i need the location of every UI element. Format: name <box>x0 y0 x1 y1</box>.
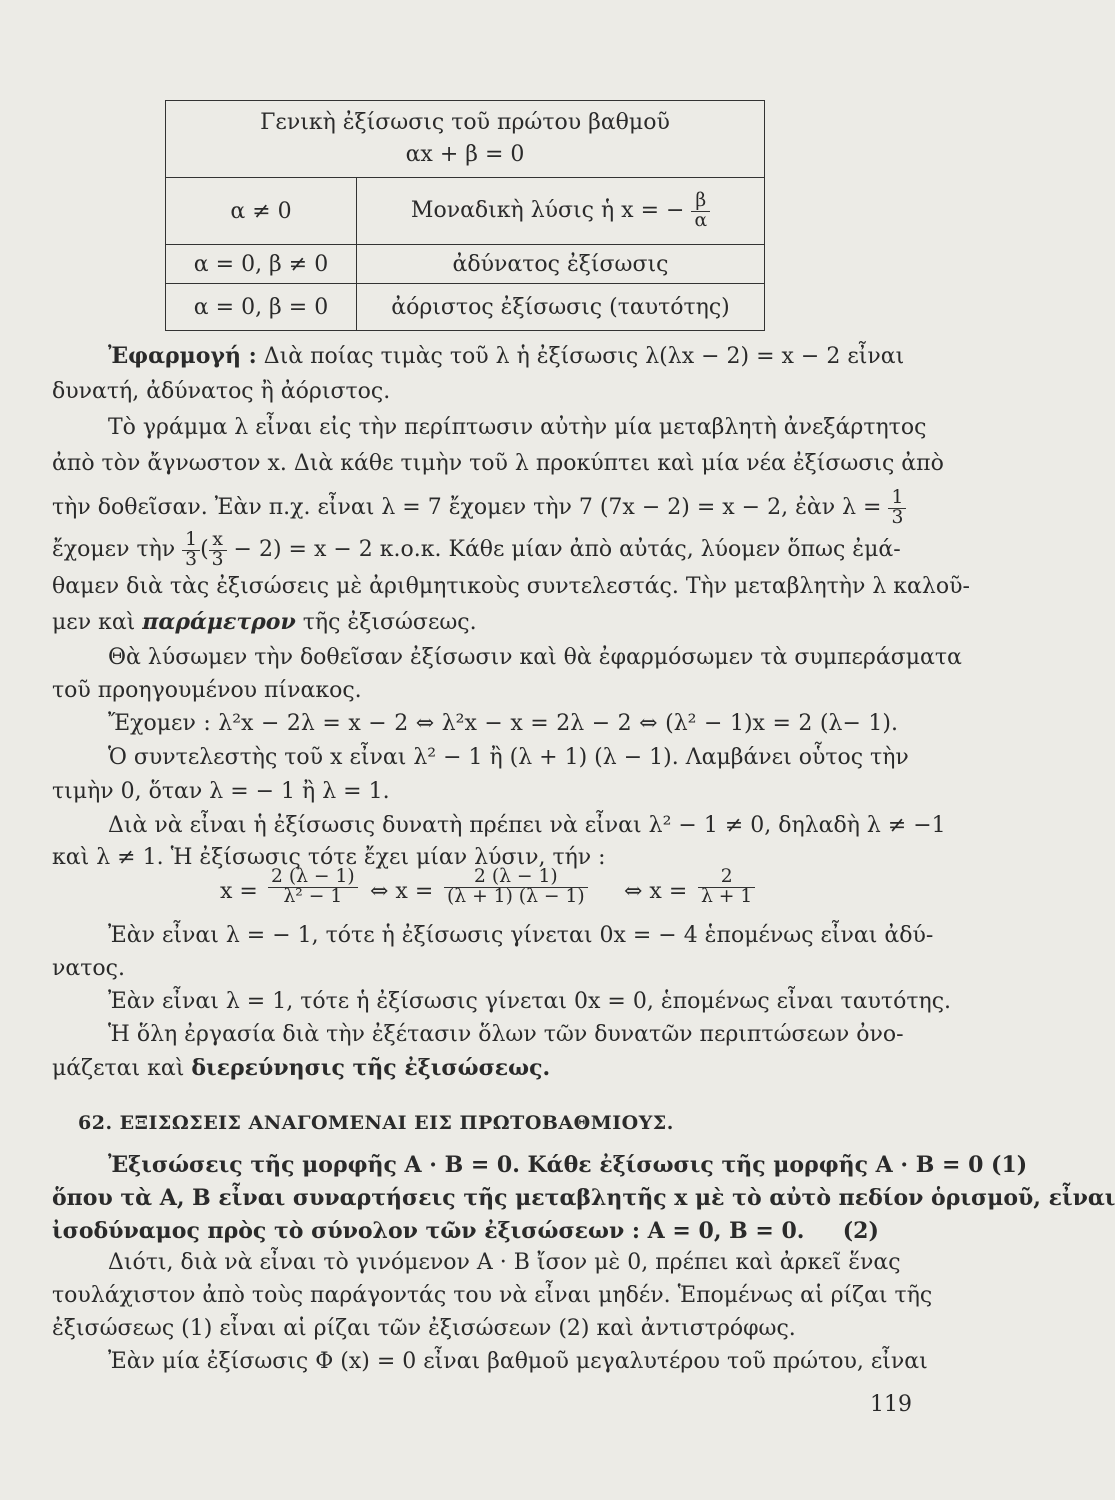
table-row <box>166 284 765 331</box>
text-line: νατος. <box>52 956 125 981</box>
table-row <box>166 245 765 284</box>
text-segment: x = <box>220 879 258 904</box>
text-line: τιμὴν 0, ὅταν λ = − 1 ἢ λ = 1. <box>52 779 390 804</box>
fraction <box>691 189 710 231</box>
text-segment: ⇔ x = <box>370 879 434 904</box>
text-line <box>108 341 905 372</box>
text-line <box>52 487 904 528</box>
text-line: Τὸ γράμμα λ εἶναι εἰς τὴν περίπτωσιν αὐτὴν μία μεταβλητὴ ἀνεξάρτητος <box>108 415 927 440</box>
fraction-denominator: 3 <box>891 506 904 528</box>
result-text: Μοναδικὴ λύσις ἡ x = − <box>410 198 685 223</box>
text-segment: τῆς ἐξισώσεως. <box>302 610 477 635</box>
table-header-equation: αx + β = 0 <box>405 142 525 167</box>
text-line: ἐξισώσεως (1) εἶναι αἱ ρίζαι τῶν ἐξισώσεων (2) καὶ ἀντιστρόφως. <box>52 1316 796 1341</box>
table-row <box>166 178 765 245</box>
text-line <box>52 607 898 638</box>
table-cell-condition: α = 0, β = 0 <box>166 284 357 331</box>
text-line <box>52 1053 898 1084</box>
application-label: Ἐφαρμογή : <box>108 343 257 369</box>
text-line: Ἡ ὅλη ἐργασία διὰ τὴν ἐξέτασιν ὅλων τῶν δυνατῶν περιπτώσεων ὀνο- <box>108 1022 904 1047</box>
fraction <box>268 868 358 906</box>
text-line: Ἐὰν εἶναι λ = − 1, τότε ἡ ἐξίσωσις γίνεται 0x = − 4 ἑπομένως εἶναι ἀδύ- <box>108 923 934 948</box>
table-header-row <box>166 101 765 178</box>
text-line: ἀπὸ τὸν ἄγνωστον x. Διὰ κάθε τιμὴν τοῦ λ προκύπτει καὶ μία νέα ἐξίσωσις ἀπὸ <box>52 451 944 476</box>
text-line: Ἐξισώσεις τῆς μορφῆς A · B = 0. Κάθε ἐξίσωσις τῆς μορφῆς A · B = 0 (1) <box>108 1152 1028 1178</box>
table-cell-condition: α ≠ 0 <box>166 178 357 245</box>
fraction-numerator: 2 (λ − 1) <box>444 868 588 888</box>
text-segment: τὴν δοθεῖσαν. Ἐὰν π.χ. εἶναι λ = 7 ἔχομεν τὴν 7 (7x − 2) = x − 2, ἐὰν λ = <box>52 495 882 521</box>
text-line: Ἔχομεν : λ²x − 2λ = x − 2 ⇔ λ²x − x = 2λ − 2 ⇔ (λ² − 1)x = 2 (λ− 1). <box>108 711 898 736</box>
table-header-title: Γενικὴ ἐξίσωσις τοῦ πρώτου βαθμοῦ <box>260 110 670 135</box>
text-line: ὅπου τὰ A, B εἶναι συναρτήσεις τῆς μεταβλητῆς x μὲ τὸ αὐτὸ πεδίον ὁρισμοῦ, εἶναι <box>52 1185 1115 1211</box>
solution-equation <box>52 862 898 922</box>
text-line: θαμεν διὰ τὰς ἐξισώσεις μὲ ἀριθμητικοὺς συντελεστάς. Τὴν μεταβλητὴν λ καλοῦ- <box>52 574 970 599</box>
fraction-numerator: x <box>209 531 227 551</box>
table-cell-condition: α = 0, β ≠ 0 <box>166 245 357 284</box>
fraction-denominator: λ + 1 <box>701 885 753 907</box>
text-line: ἰσοδύναμος πρὸς τὸ σύνολον τῶν ἐξισώσεων : A = 0, B = 0. (2) <box>52 1218 879 1244</box>
text-line: τοῦ προηγουμένου πίνακος. <box>52 678 362 703</box>
application-text: Διὰ ποίας τιμὰς τοῦ λ ἡ ἐξίσωσις λ(λx − 2) = x − 2 εἶναι <box>263 344 905 369</box>
summary-table <box>165 100 765 331</box>
text-segment: − 2) = x − 2 κ.ο.κ. Κάθε μίαν ἀπὸ αὐτάς, λύομεν ὅπως ἐμά- <box>233 537 901 563</box>
text-segment: ⇔ x = <box>624 879 688 904</box>
table-cell-result <box>357 178 765 245</box>
text-line: τουλάχιστον ἀπὸ τοὺς παράγοντάς του νὰ εἶναι μηδέν. Ἑπομένως αἱ ρίζαι τῆς <box>52 1283 933 1308</box>
table-cell-result: ἀδύνατος ἐξίσωσις <box>357 245 765 284</box>
page-number: 119 <box>870 1392 912 1417</box>
text-segment: μεν καὶ <box>52 610 136 635</box>
fraction-denominator: 3 <box>185 548 198 570</box>
text-line: καὶ λ ≠ 1. Ἡ ἐξίσωσις τότε ἔχει μίαν λύσιν, τήν : <box>52 845 606 870</box>
text-line: Ἐὰν εἶναι λ = 1, τότε ἡ ἐξίσωσις γίνεται 0x = 0, ἑπομένως εἶναι ταυτότης. <box>108 989 952 1014</box>
text-line: ἔχομεν τὴν $\frac{1}{3}$ ( $\frac{x}{3}$ − 2) = x − 2 κ.ο.κ. Κάθε μίαν ἀπὸ αὐτάς, λύομεν ὅπως ἐμά- <box>52 529 901 570</box>
fraction-numerator: 1 <box>182 531 200 551</box>
fraction <box>888 489 906 527</box>
text-line: Διὰ νὰ εἶναι ἡ ἐξίσωσις δυνατὴ πρέπει νὰ εἶναι λ² − 1 ≠ 0, δηλαδὴ λ ≠ −1 <box>108 813 946 838</box>
fraction-denominator: 3 <box>211 548 224 570</box>
text-line: Ἐὰν μία ἐξίσωσις Φ (x) = 0 εἶναι βαθμοῦ μεγαλυτέρου τοῦ πρώτου, εἶναι <box>108 1349 928 1374</box>
text-segment: ἔχομεν τὴν <box>52 537 176 563</box>
term-investigation: διερεύνησις τῆς ἐξισώσεως. <box>191 1055 551 1081</box>
text-line: Διότι, διὰ νὰ εἶναι τὸ γινόμενον A · B ἴσον μὲ 0, πρέπει καὶ ἀρκεῖ ἕνας <box>108 1250 901 1275</box>
fraction <box>182 531 200 569</box>
fraction-denominator: λ² − 1 <box>283 885 343 907</box>
text-segment: μάζεται καὶ <box>52 1056 185 1081</box>
fraction <box>444 868 588 906</box>
section-heading: 62. ΕΞΙΣΩΣΕΙΣ ΑΝΑΓΟΜΕΝΑΙ ΕΙΣ ΠΡΩΤΟΒΑΘΜΙΟΥΣ. <box>78 1112 674 1134</box>
fraction <box>698 868 755 906</box>
fraction-numerator: 1 <box>888 489 906 509</box>
fraction <box>209 531 227 569</box>
fraction-numerator: 2 <box>698 868 755 888</box>
term-parameter: παράμετρον <box>142 609 296 635</box>
text-line: δυνατή, ἀδύνατος ἢ ἀόριστος. <box>52 379 391 404</box>
fraction-denominator: (λ + 1) (λ − 1) <box>447 885 585 907</box>
fraction-numerator: 2 (λ − 1) <box>268 868 358 888</box>
table-cell-result: ἀόριστος ἐξίσωσις (ταυτότης) <box>357 284 765 331</box>
fraction-denominator: α <box>694 209 708 231</box>
text-line: Ὁ συντελεστὴς τοῦ x εἶναι λ² − 1 ἢ (λ + 1) (λ − 1). Λαμβάνει οὗτος τὴν <box>108 745 909 770</box>
fraction-numerator: β <box>691 192 710 212</box>
text-line: Θὰ λύσωμεν τὴν δοθεῖσαν ἐξίσωσιν καὶ θὰ ἐφαρμόσωμεν τὰ συμπεράσματα <box>108 645 962 670</box>
table-header <box>166 101 765 178</box>
